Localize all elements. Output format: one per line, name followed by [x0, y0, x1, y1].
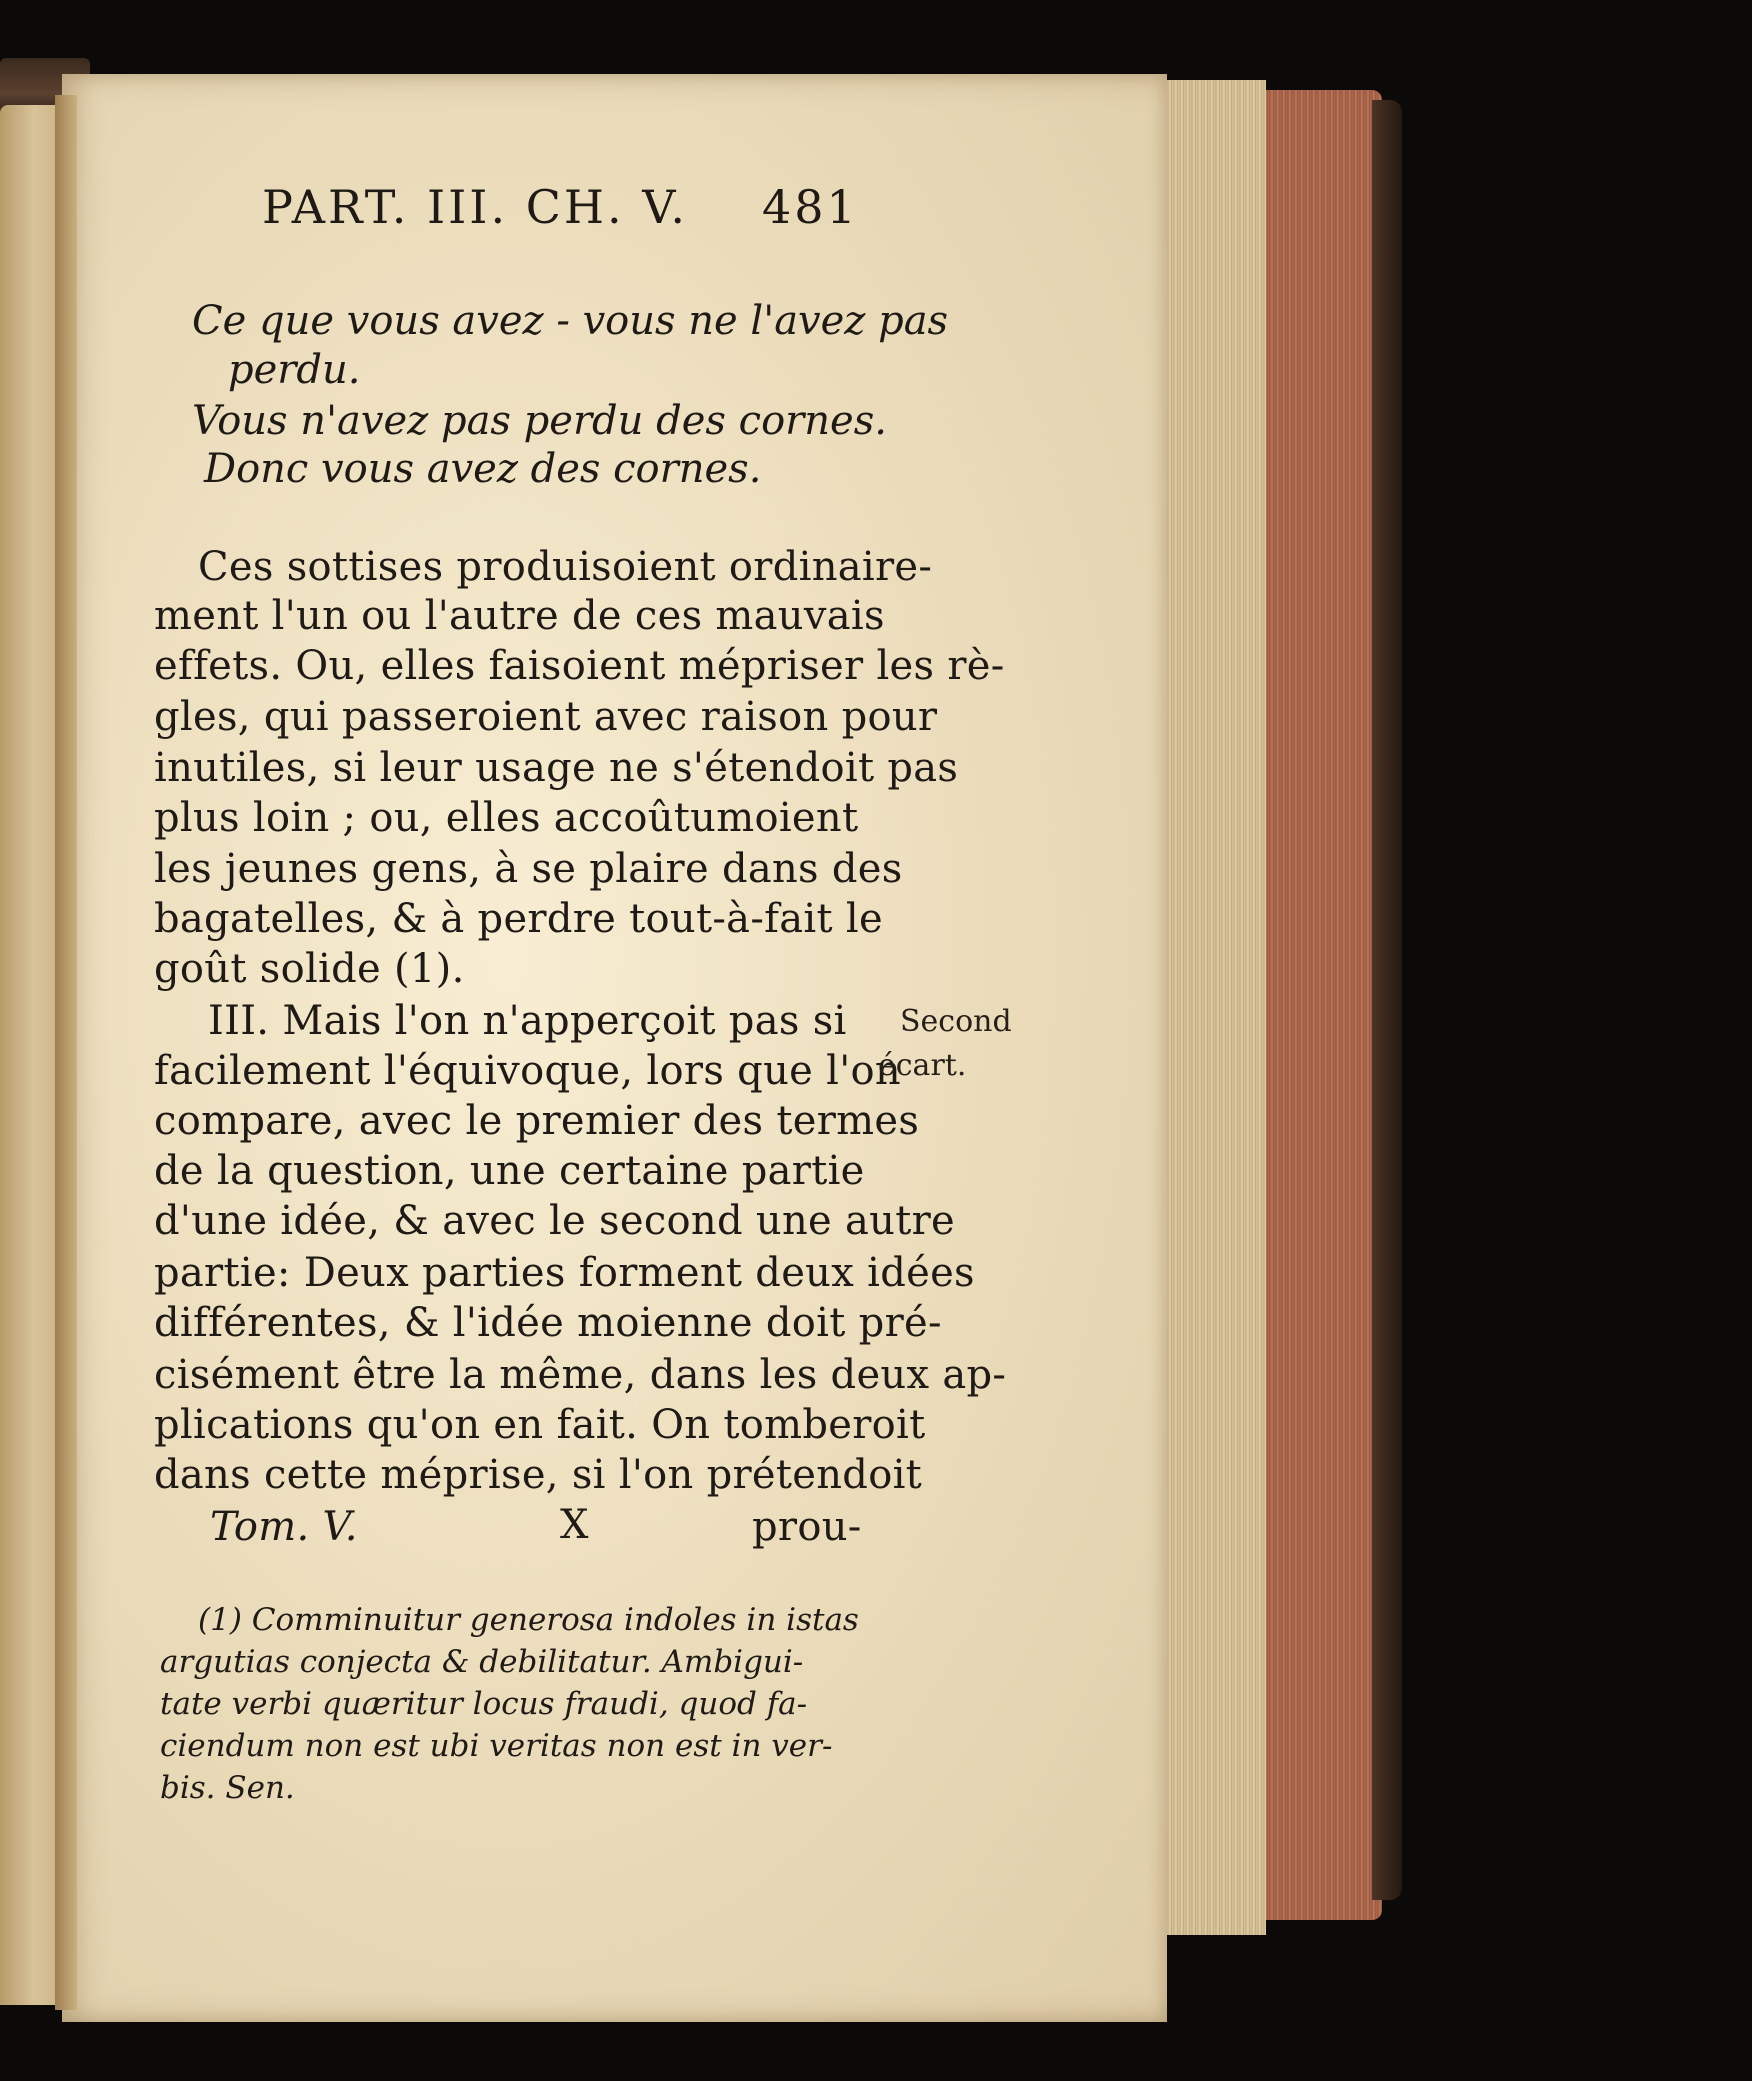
book-cover-edge: [1372, 100, 1402, 1900]
previous-page-edge: [0, 105, 62, 2005]
body-line: facilement l'équivoque, lors que l'on: [154, 1048, 901, 1094]
body-line: partie: Deux parties forment deux idées: [154, 1250, 975, 1296]
margin-note-line: Second: [900, 1004, 1012, 1039]
body-line: ment l'un ou l'autre de ces mauvais: [154, 593, 885, 639]
page-number: 481: [762, 180, 859, 234]
body-line: Ces sottises produisoient ordinaire-: [198, 544, 933, 590]
body-line: III. Mais l'on n'apperçoit pas si: [208, 998, 847, 1044]
verse-line: Ce que vous avez - vous ne l'avez pas: [192, 298, 949, 344]
running-head-title: PART. III. CH. V.: [262, 180, 689, 234]
page-block-edges: [1160, 80, 1266, 1935]
signature-mark: X: [560, 1502, 589, 1548]
body-line: plications qu'on en fait. On tomberoit: [154, 1402, 926, 1448]
margin-note-line: écart.: [878, 1048, 967, 1083]
footnote-line: tate verbi quæritur locus fraudi, quod fa-: [160, 1686, 808, 1722]
page-block-red-edge: [1262, 90, 1382, 1920]
footnote-line: ciendum non est ubi veritas non est in ver-: [160, 1728, 833, 1764]
body-line: compare, avec le premier des termes: [154, 1098, 920, 1144]
running-head: [262, 180, 859, 234]
signature-volume: Tom. V.: [210, 1504, 358, 1550]
body-line: dans cette méprise, si l'on prétendoit: [154, 1452, 923, 1498]
page-gutter: [55, 95, 77, 2010]
footnote-line: bis. Sen.: [160, 1770, 295, 1806]
body-line: bagatelles, & à perdre tout-à-fait le: [154, 896, 883, 942]
body-line: de la question, une certaine partie: [154, 1148, 865, 1194]
footnote-line: argutias conjecta & debilitatur. Ambigui-: [160, 1644, 804, 1680]
verse-line: Vous n'avez pas perdu des cornes.: [192, 398, 887, 444]
verse-line: Donc vous avez des cornes.: [204, 446, 762, 492]
body-line: différentes, & l'idée moienne doit pré-: [154, 1300, 942, 1346]
footnote-line: (1) Comminuitur generosa indoles in istas: [198, 1602, 859, 1638]
body-line: goût solide (1).: [154, 946, 465, 992]
catchword: prou-: [752, 1504, 862, 1550]
verse-line: perdu.: [228, 347, 361, 393]
body-line: plus loin ; ou, elles accoûtumoient: [154, 795, 859, 841]
body-line: cisément être la même, dans les deux ap-: [154, 1352, 1007, 1398]
body-line: gles, qui passeroient avec raison pour: [154, 694, 938, 740]
body-line: inutiles, si leur usage ne s'étendoit pas: [154, 745, 959, 791]
body-line: les jeunes gens, à se plaire dans des: [154, 846, 903, 892]
body-line: d'une idée, & avec le second une autre: [154, 1198, 955, 1244]
body-line: effets. Ou, elles faisoient mépriser les rè-: [154, 643, 1005, 689]
